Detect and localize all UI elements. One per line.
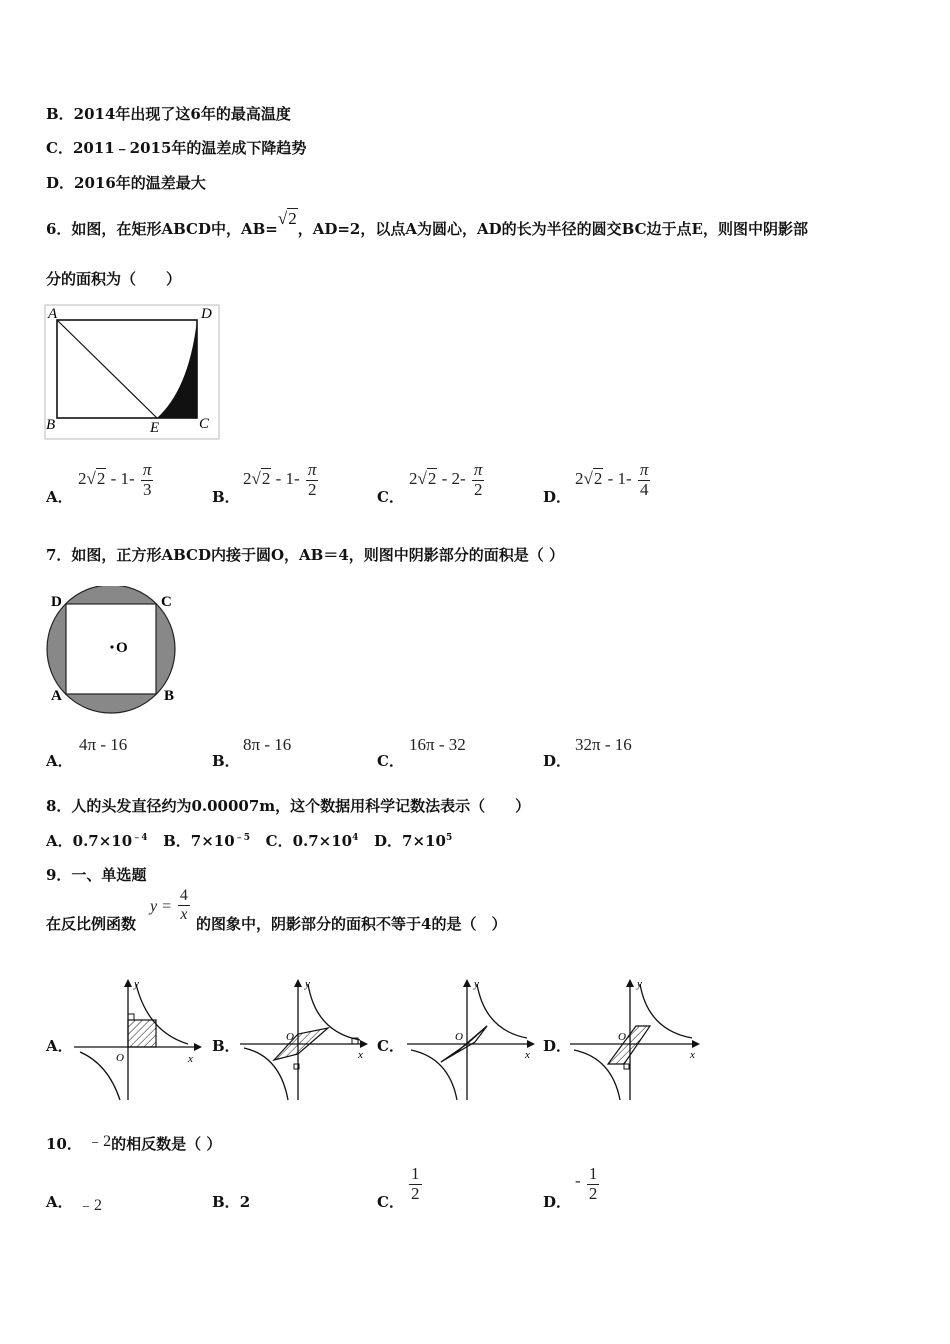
q6-label-a: A [48,306,58,322]
q7-label-c: C [161,594,172,610]
q6-option-a-letter: A． [46,488,73,506]
q10-option-d-letter: D． [543,1193,572,1211]
q8-option-d: D．$7\times 10^5$ [374,832,453,850]
q6-label-b: B [46,417,56,433]
q9-graph-b [236,972,374,1104]
q6-option-c-letter: C． [377,488,404,506]
q7-option-a-letter: A． [46,752,73,770]
q5-option-c: C．2011﹣2015年的温差成下降趋势 [46,139,307,157]
q9-c-axis-x: x [525,1049,530,1061]
q6-shaded-region [157,320,197,418]
q9-a-axis-y: y [134,978,139,990]
q9-d-origin: O [618,1031,626,1043]
q10-option-d-value: - $\frac{1}{2}$ [575,1164,598,1203]
q9-option-b-letter: B． [212,1037,240,1055]
q9-graph-c [403,972,541,1104]
q10-option-a-letter: A． [46,1193,73,1211]
q9-graph-a [70,972,208,1104]
q9-a-origin: O [116,1052,124,1064]
q7-option-b-expr: 8π - 16 [243,735,292,754]
q9-d-axis-y: y [637,978,642,990]
q8-option-b: B．$7\times 10^{﹣5}$ [163,832,250,850]
q10-option-b: B．2 [212,1193,251,1211]
q10-option-c-value: $\frac{1}{2}$ [411,1164,420,1203]
q9-b-axis-x: x [358,1049,363,1061]
q9-b-axis-y: y [305,978,310,990]
q5-option-d: D．2016年的温差最大 [46,174,206,192]
q9-option-a-letter: A． [46,1037,73,1055]
q7-option-c-expr: 16π - 32 [409,735,466,754]
q6-stem-line2: 分的面积为（ ） [46,270,182,288]
q9-option-d-letter: D． [543,1037,572,1055]
q6-option-c-expr: 2√2 - 2- $\frac{\pi}{2}$ [409,460,483,499]
q10-option-a-value: ﹣2 [78,1197,103,1214]
q6-option-b-expr: 2√2 - 1- $\frac{\pi}{2}$ [243,460,317,499]
q6-option-b-letter: B． [212,488,240,506]
q9-function: y = $\frac{4}{x}$ [150,887,188,923]
q8-option-a: A．$0.7\times 10^{﹣4}$ [46,832,148,850]
q6-option-d-expr: 2√2 - 1- $\frac{\pi}{4}$ [575,460,649,499]
q7-option-c-letter: C． [377,752,404,770]
q6-option-d-letter: D． [543,488,572,506]
q7-square [66,604,156,694]
q9-stem-part2: 的图象中，阴影部分的面积不等于4的是（ ） [196,915,507,933]
q7-option-d-expr: 32π - 16 [575,735,632,754]
q6-label-c: C [199,416,210,432]
q7-circle-figure [44,586,184,718]
q8-options [46,830,452,851]
q6-label-d: D [201,306,212,322]
q9-a-axis-x: x [188,1053,193,1065]
q7-label-b: B [164,688,175,704]
q9-header: 9．一、单选题 [46,866,147,884]
q9-c-origin: O [455,1031,463,1043]
q8-stem: 8．人的头发直径约为0.00007m，这个数据用科学记数法表示（ ） [46,797,531,815]
q9-c-axis-y: y [474,978,479,990]
q9-d-axis-x: x [690,1049,695,1061]
q7-option-a-expr: 4π - 16 [79,735,128,754]
q7-label-d: D [51,594,62,610]
q6-option-a-expr: 2√2 - 1- $\frac{\pi}{3}$ [78,460,152,499]
q9-b-origin: O [286,1031,294,1043]
q7-option-b-letter: B． [212,752,240,770]
q6-label-e: E [150,420,160,436]
q6-rectangle-figure [44,304,220,440]
q9-stem-part1: 在反比例函数 [46,915,137,933]
q5-option-b: B．2014年出现了这6年的最高温度 [46,105,291,123]
q10-option-c-letter: C． [377,1193,404,1211]
q8-option-c: C．$0.7\times 10^4$ [265,832,359,850]
q9-option-c-letter: C． [377,1037,404,1055]
q10-stem: 10． ﹣2的相反数是（ ） [46,1133,222,1153]
q7-label-a: A [51,688,62,704]
q7-option-d-letter: D． [543,752,572,770]
q7-stem: 7．如图，正方形ABCD内接于圆O，AB＝4，则图中阴影部分的面积是（ ） [46,546,565,564]
q7-label-o: O [116,640,128,656]
q6-stem: 6．如图，在矩形ABCD中，AB=√2，AD=2，以点A为圆心，AD的长为半径的圆交BC边于点E，则图中阴影部 [46,209,808,238]
q9-graph-d [566,972,706,1104]
